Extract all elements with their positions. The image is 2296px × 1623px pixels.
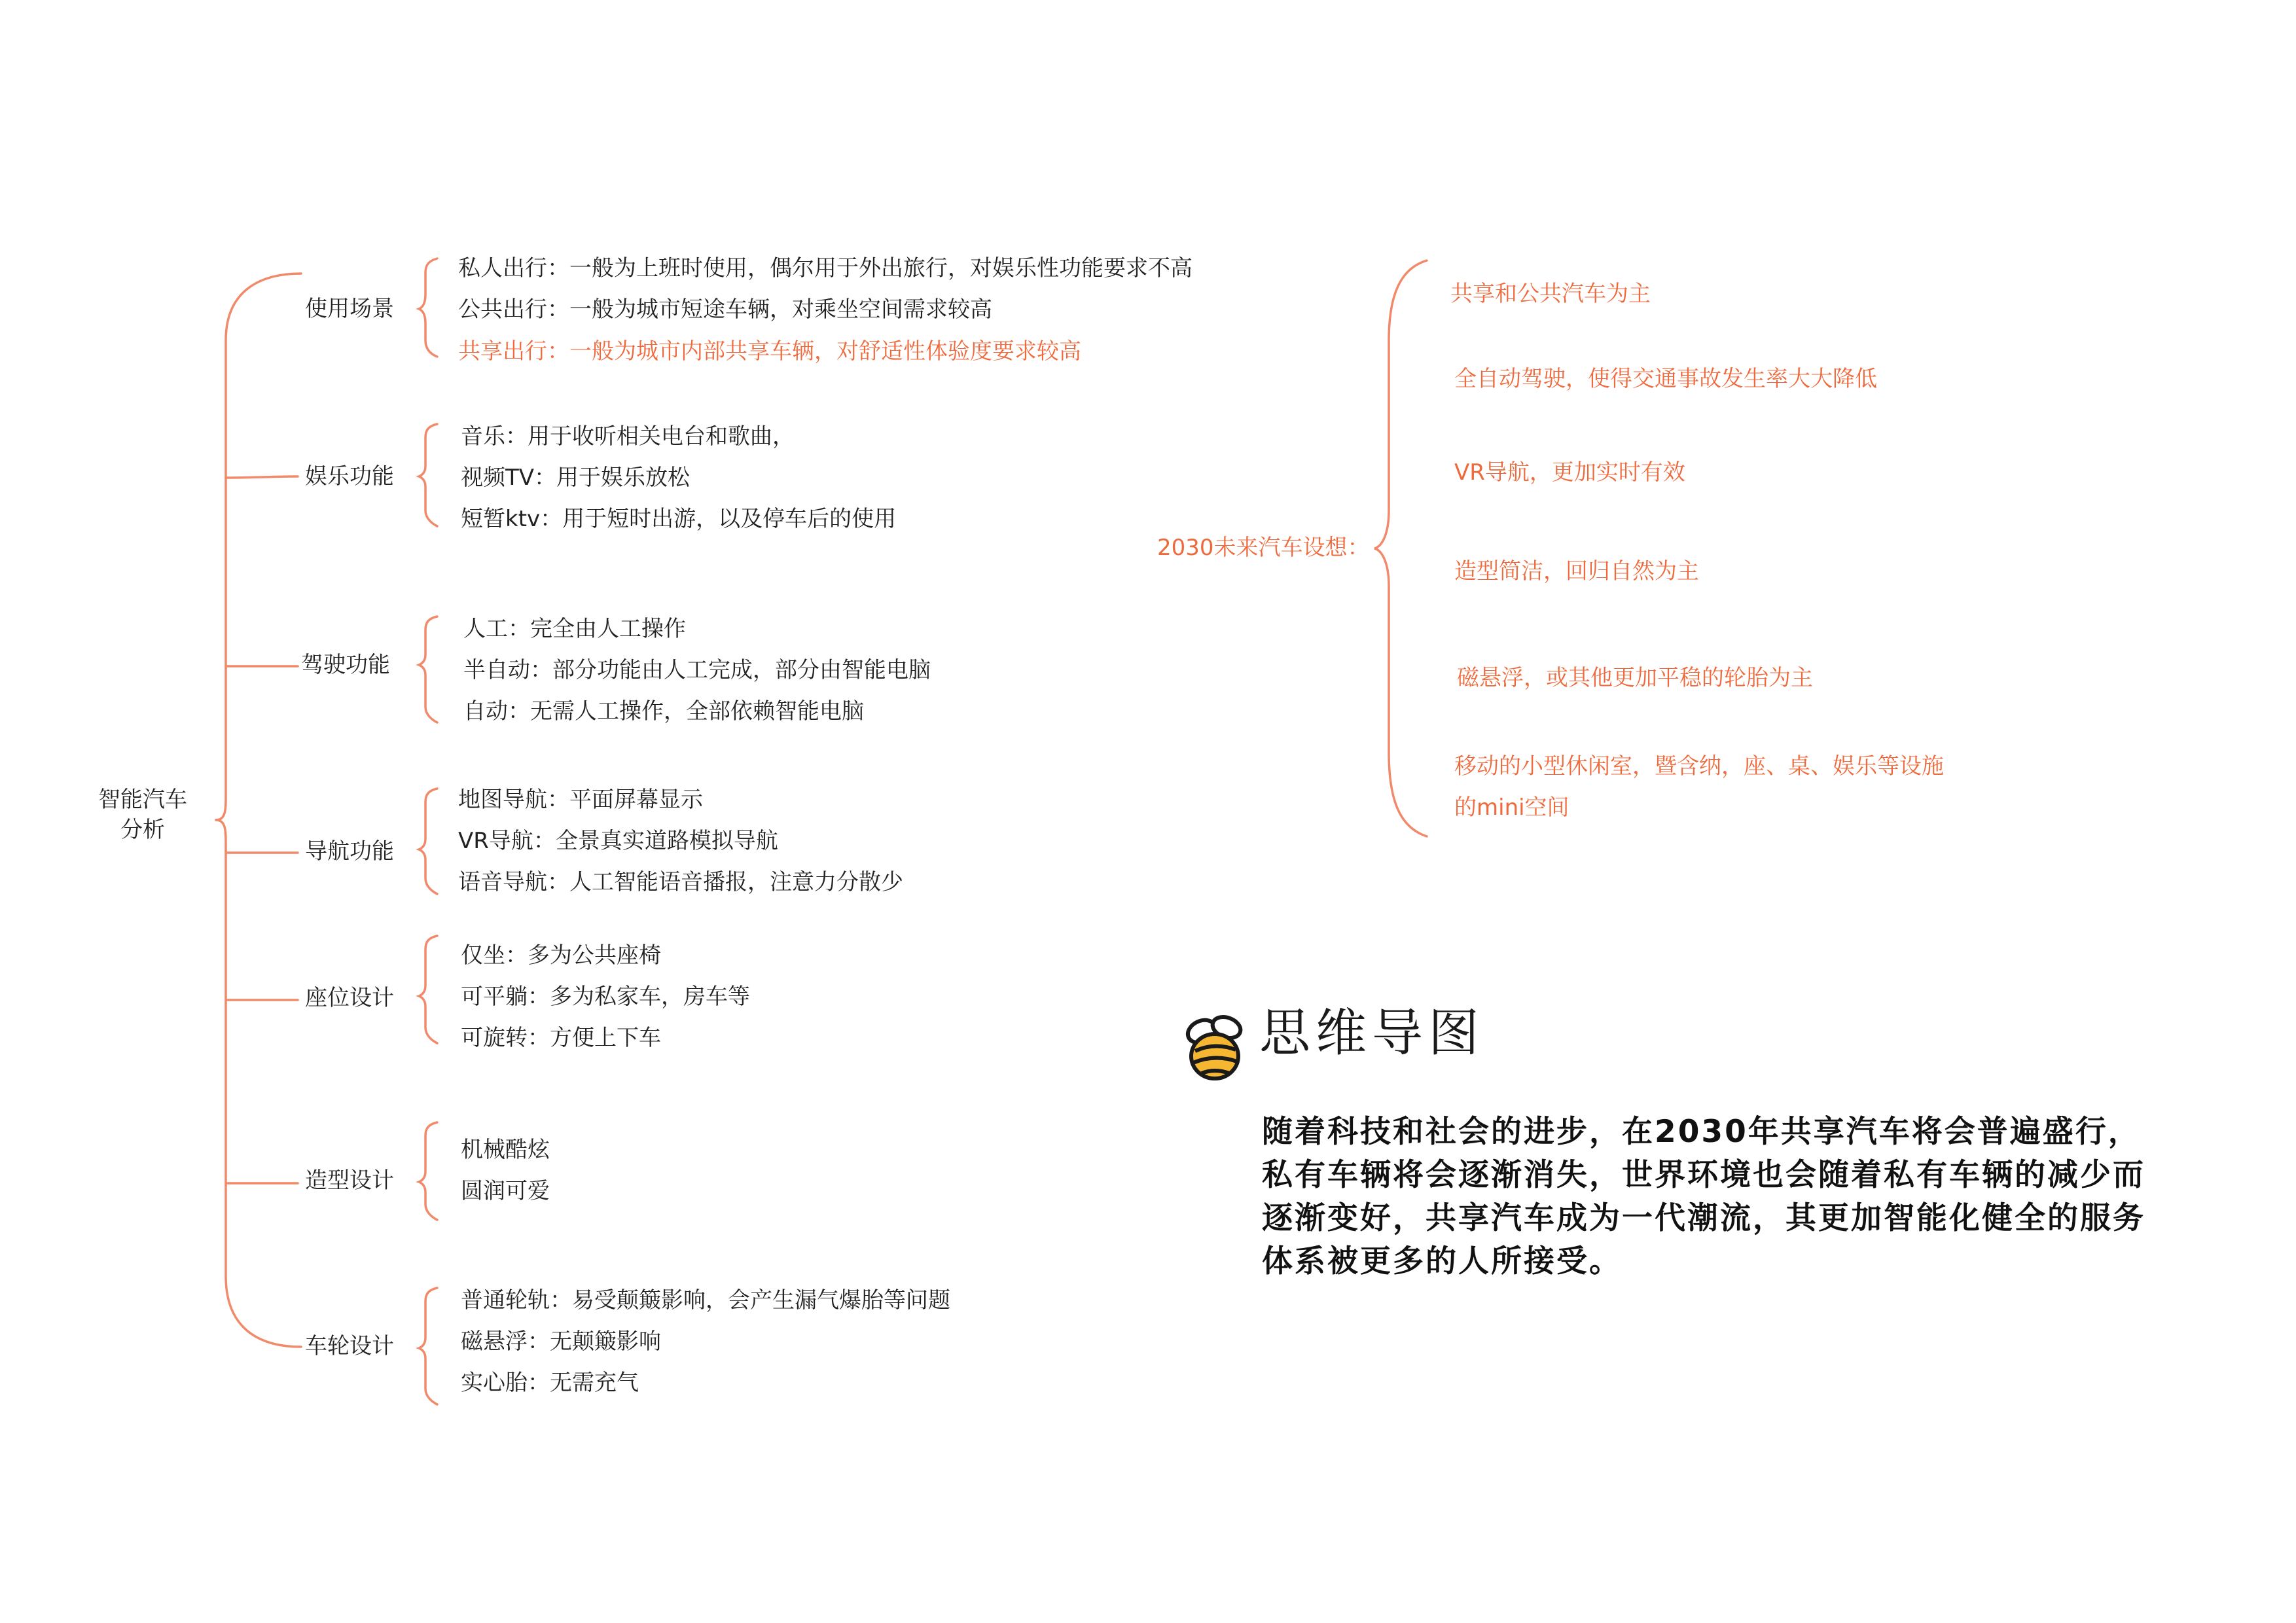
leaf-item: 视频TV：用于娱乐放松 xyxy=(461,465,691,491)
summary-paragraph: 随着科技和社会的进步，在2030年共享汽车将会普遍盛行，私有车辆将会逐渐消失，世界环境也会随着私有车辆的减少而逐渐变好，共享汽车成为一代潮流，其更加智能化健全的服务体系被更多的人所接受。 xyxy=(1262,1114,2145,1279)
future-item: 全自动驾驶，使得交通事故发生率大大降低 xyxy=(1454,366,1877,392)
leaf-item: 可旋转：方便上下车 xyxy=(461,1025,661,1051)
leaf-item: 磁悬浮：无颠簸影响 xyxy=(461,1329,661,1355)
branch-wheels: 车轮设计 xyxy=(305,1333,394,1359)
root-connector xyxy=(216,274,301,820)
leaf-item: 公共出行：一般为城市短途车辆，对乘坐空间需求较高 xyxy=(458,296,992,323)
leaf-item: 可平躺：多为私家车，房车等 xyxy=(461,984,750,1010)
leaf-item: 短暂ktv：用于短时出游，以及停车后的使用 xyxy=(461,506,897,532)
future-item: 的mini空间 xyxy=(1454,794,1570,821)
leaf-brace xyxy=(419,424,437,526)
future-brace xyxy=(1374,260,1427,836)
leaf-brace xyxy=(419,1288,437,1404)
leaf-item: 普通轮轨：易受颠簸影响，会产生漏气爆胎等问题 xyxy=(461,1287,950,1313)
leaf-brace xyxy=(419,936,437,1043)
leaf-item-highlighted: 共享出行：一般为城市内部共享车辆，对舒适性体验度要求较高 xyxy=(458,338,1081,365)
branch-connector xyxy=(226,476,298,478)
future-item: 造型简洁，回归自然为主 xyxy=(1454,558,1699,584)
leaf-brace xyxy=(419,789,437,894)
leaf-item: 语音导航：人工智能语音播报，注意力分散少 xyxy=(458,869,903,895)
leaf-brace xyxy=(419,259,437,357)
leaf-item: 人工：完全由人工操作 xyxy=(463,616,686,642)
branch-entertainment: 娱乐功能 xyxy=(305,463,394,490)
future-item: 移动的小型休闲室，暨含纳，座、桌、娱乐等设施 xyxy=(1454,753,1944,779)
root-label-line2: 分析 xyxy=(120,816,165,843)
leaf-item: 地图导航：平面屏幕显示 xyxy=(458,787,703,813)
future-label: 2030未来汽车设想： xyxy=(1157,535,1370,561)
future-item: VR导航，更加实时有效 xyxy=(1454,459,1685,486)
brand-title: 思维导图 xyxy=(1259,1004,1485,1063)
leaf-item: 机械酷炫 xyxy=(461,1137,550,1163)
leaf-item: 圆润可爱 xyxy=(461,1178,550,1204)
root-node xyxy=(77,785,208,846)
future-item: 共享和公共汽车为主 xyxy=(1450,281,1651,307)
bee-icon xyxy=(1182,1008,1247,1086)
future-item: 磁悬浮，或其他更加平稳的轮胎为主 xyxy=(1457,665,1813,691)
leaf-item: VR导航：全景真实道路模拟导航 xyxy=(458,828,778,854)
branch-driving: 驾驶功能 xyxy=(301,652,390,678)
leaf-item: 半自动：部分功能由人工完成，部分由智能电脑 xyxy=(463,657,931,683)
leaf-item: 私人出行：一般为上班时使用，偶尔用于外出旅行，对娱乐性功能要求不高 xyxy=(458,255,1193,281)
branch-styling: 造型设计 xyxy=(305,1168,394,1194)
leaf-brace xyxy=(419,616,437,722)
branch-navigation: 导航功能 xyxy=(305,838,394,865)
leaf-item: 实心胎：无需充气 xyxy=(461,1370,639,1396)
branch-usage-scenarios: 使用场景 xyxy=(305,296,394,322)
leaf-item: 音乐：用于收听相关电台和歌曲， xyxy=(461,423,795,450)
branch-seating: 座位设计 xyxy=(305,985,394,1011)
leaf-item: 自动：无需人工操作，全部依赖智能电脑 xyxy=(463,698,864,724)
leaf-item: 仅坐：多为公共座椅 xyxy=(461,942,661,969)
leaf-brace xyxy=(419,1122,437,1220)
root-connector-lower xyxy=(216,820,301,1347)
root-label-line1: 智能汽车 xyxy=(98,787,187,813)
